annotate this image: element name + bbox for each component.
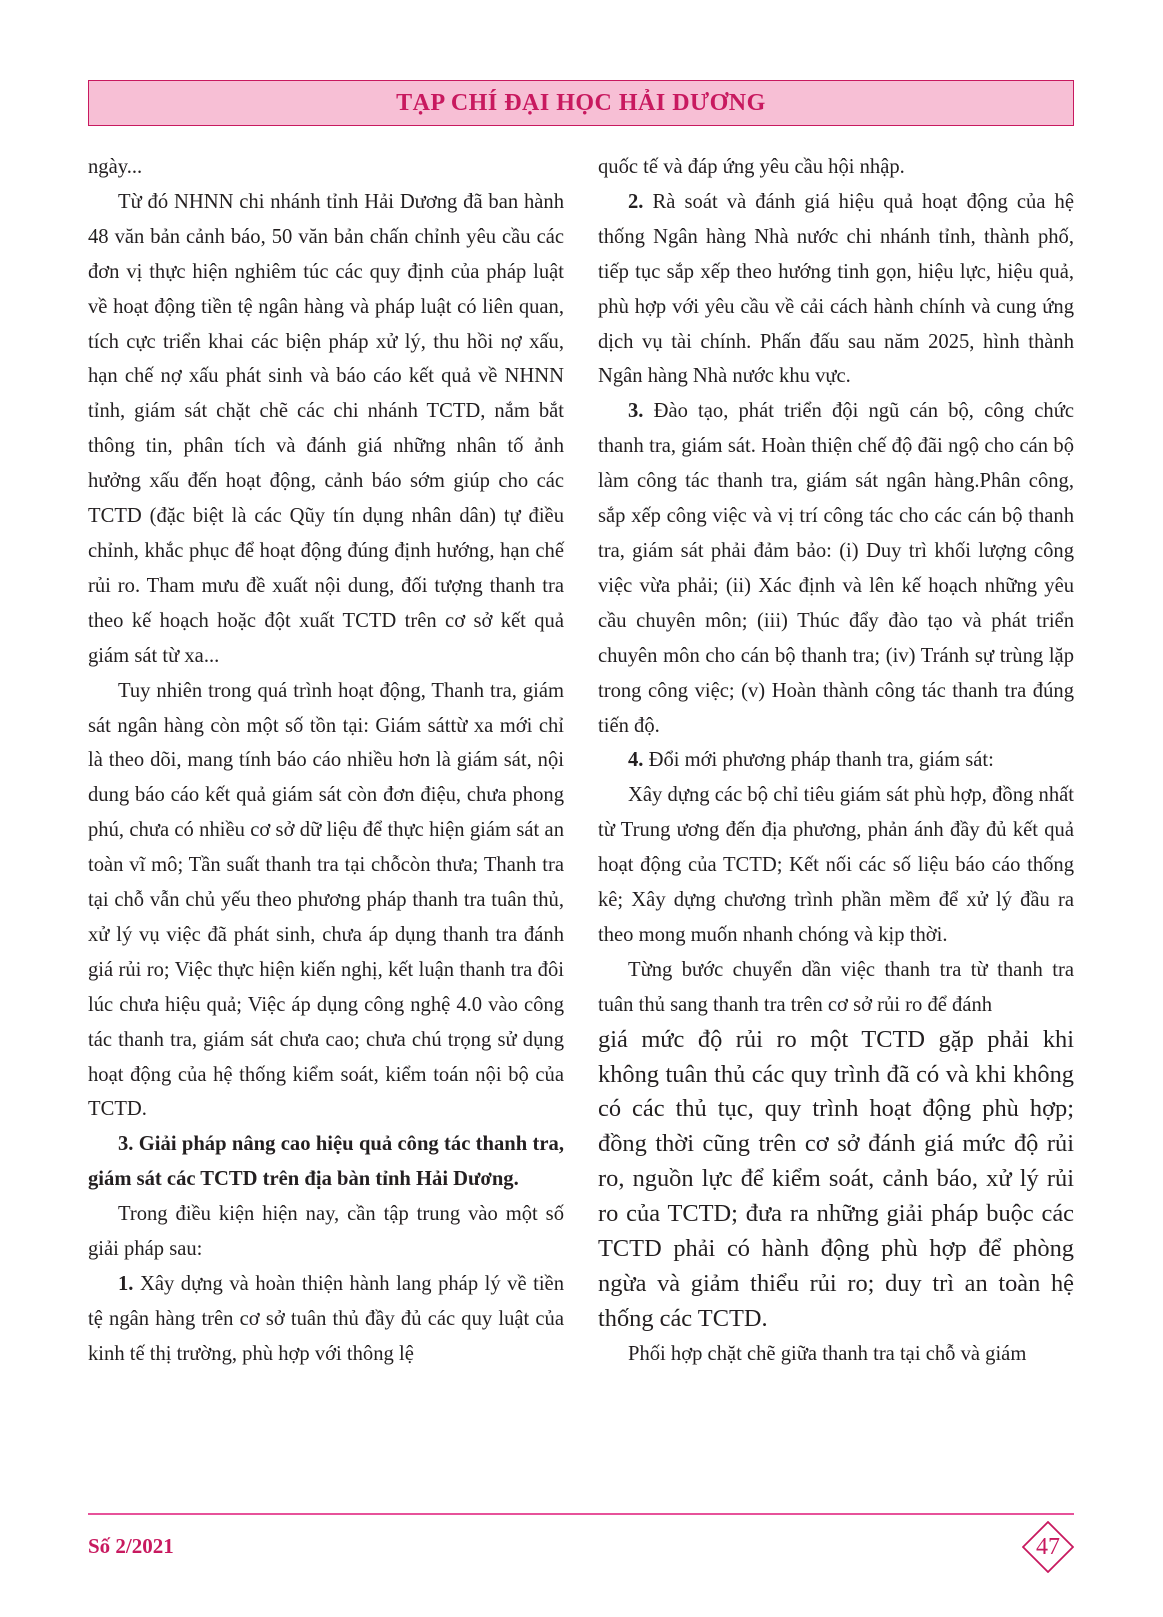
numbered-paragraph [88,1267,564,1372]
item-text: Đổi mới phương pháp thanh tra, giám sát: [643,749,994,772]
paragraph: Từng bước chuyển dần việc thanh tra từ thanh tra tuân thủ sang thanh tra trên cơ sở rủi ro để đánh [598,958,1074,1016]
footer-divider [88,1513,1074,1515]
paragraph: ngày... [88,156,143,178]
left-column [88,150,564,1372]
page-number: 47 [1036,1533,1060,1560]
paragraph-large: giá mức độ rủi ro một TCTD gặp phải khi không tuân thủ các quy trình đã có và khi không có các thủ tục, quy trình hoạt động phù hợp; đồng thời cũng trên cơ sở đánh giá mức độ rủi ro, nguồn lực để kiểm soát, cảnh báo, xử lý rủi ro của TCTD; đưa ra những giải pháp buộc các TCTD phải có hành động phù hợp để phòng ngừa và giảm thiểu rủi ro; duy trì an toàn hệ thống các TCTD. [598,1025,1074,1332]
item-text: Đào tạo, phát triển đội ngũ cán bộ, công chức thanh tra, giám sát. Hoàn thiện chế độ đãi ngộ cho cán bộ làm công tác thanh tra, giám sát ngân hàng.Phân công, sắp xếp công việc và vị trí công tác cho các cán bộ thanh tra, giám sát phải đảm bảo: (i) Duy trì khối lượng công việc vừa phải; (ii) Xác định và lên kế hoạch những yêu cầu chuyên môn; (iii) Thúc đẩy đào tạo và phát triển chuyên môn cho cán bộ thanh tra; (iv) Tránh sự trùng lặp trong công việc; (v) Hoàn thành công tác thanh tra đúng tiến độ. [598,400,1074,737]
item-number: 2. [628,190,644,213]
paragraph: Từ đó NHNN chi nhánh tỉnh Hải Dương đã ban hành 48 văn bản cảnh báo, 50 văn bản chấn chỉnh yêu cầu các đơn vị thực hiện nghiêm túc các quy định của pháp luật về hoạt động tiền tệ ngân hàng và pháp luật có liên quan, tích cực triển khai các biện pháp xử lý, thu hồi nợ xấu, hạn chế nợ xấu phát sinh và báo cáo kết quả về NHNN tỉnh, giám sát chặt chẽ các chi nhánh TCTD, nắm bắt thông tin, phân tích và đánh giá những nhân tố ảnh hưởng xấu đến hoạt động, cảnh báo sớm giúp cho các TCTD (đặc biệt là các Qũy tín dụng nhân dân) tự điều chỉnh, khắc phục để hoạt động đúng định hướng, hạn chế rủi ro. Tham mưu đề xuất nội dung, đối tượng thanh tra theo kế hoạch hoặc đột xuất TCTD trên cơ sở kết quả giám sát từ xa... [88,190,564,667]
numbered-paragraph [598,743,1074,778]
journal-header-banner [88,80,1074,126]
item-number: 3. [628,400,644,423]
paragraph: Phối hợp chặt chẽ giữa thanh tra tại chỗ và giám [628,1342,1027,1365]
paragraph: Trong điều kiện hiện nay, cần tập trung vào một số giải pháp sau: [88,1203,564,1261]
item-number: 4. [628,749,644,772]
issue-number: Số 2/2021 [88,1534,174,1558]
item-text: Xây dựng và hoàn thiện hành lang pháp lý về tiền tệ ngân hàng trên cơ sở tuân thủ đầy đủ các quy luật của kinh tế thị trường, phù hợp với thông lệ [88,1273,564,1365]
journal-title: TẠP CHÍ ĐẠI HỌC HẢI DƯƠNG [396,89,766,116]
item-number: 1. [118,1273,134,1295]
page-number-badge [1022,1521,1074,1573]
paragraph: quốc tế và đáp ứng yêu cầu hội nhập. [598,156,905,178]
item-text: Rà soát và đánh giá hiệu quả hoạt động của hệ thống Ngân hàng Nhà nước chi nhánh tỉnh, thành phố, tiếp tục sắp xếp theo hướng tinh gọn, hiệu lực, hiệu quả, phù hợp với yêu cầu về cải cách hành chính và cung ứng dịch vụ tài chính. Phấn đấu sau năm 2025, hình thành Ngân hàng Nhà nước khu vực. [598,190,1074,388]
numbered-paragraph [598,394,1074,743]
section-heading: 3. Giải pháp nâng cao hiệu quả công tác thanh tra, giám sát các TCTD trên địa bàn tỉnh Hải Dương. [88,1133,564,1191]
numbered-paragraph [598,185,1074,394]
paragraph: Tuy nhiên trong quá trình hoạt động, Thanh tra, giám sát ngân hàng còn một số tồn tại: Giám sáttừ xa mới chỉ là theo dõi, mang tính báo cáo nhiều hơn là giám sát, nội dung báo cáo kết quả giám sát còn đơn điệu, chưa phong phú, chưa có nhiều cơ sở dữ liệu để thực hiện giám sát an toàn vĩ mô; Tần suất thanh tra tại chỗcòn thưa; Thanh tra tại chỗ vẫn chủ yếu theo phương pháp thanh tra tuân thủ, xử lý vụ việc đã phát sinh, chưa áp dụng thanh tra đánh giá rủi ro; Việc thực hiện kiến nghị, kết luận thanh tra đôi lúc chưa hiệu quả; Việc áp dụng công nghệ 4.0 vào công tác thanh tra, giám sát chưa cao; chưa chú trọng sử dụng hoạt động của hệ thống kiểm soát, kiểm toán nội bộ của TCTD. [88,679,564,1121]
right-column [598,150,1074,1372]
paragraph: Xây dựng các bộ chỉ tiêu giám sát phù hợp, đồng nhất từ Trung ương đến địa phương, phản ánh đầy đủ kết quả hoạt động của TCTD; Kết nối các số liệu báo cáo thống kê; Xây dựng chương trình phần mềm để xử lý đầu ra theo mong muốn nhanh chóng và kịp thời. [598,784,1074,946]
